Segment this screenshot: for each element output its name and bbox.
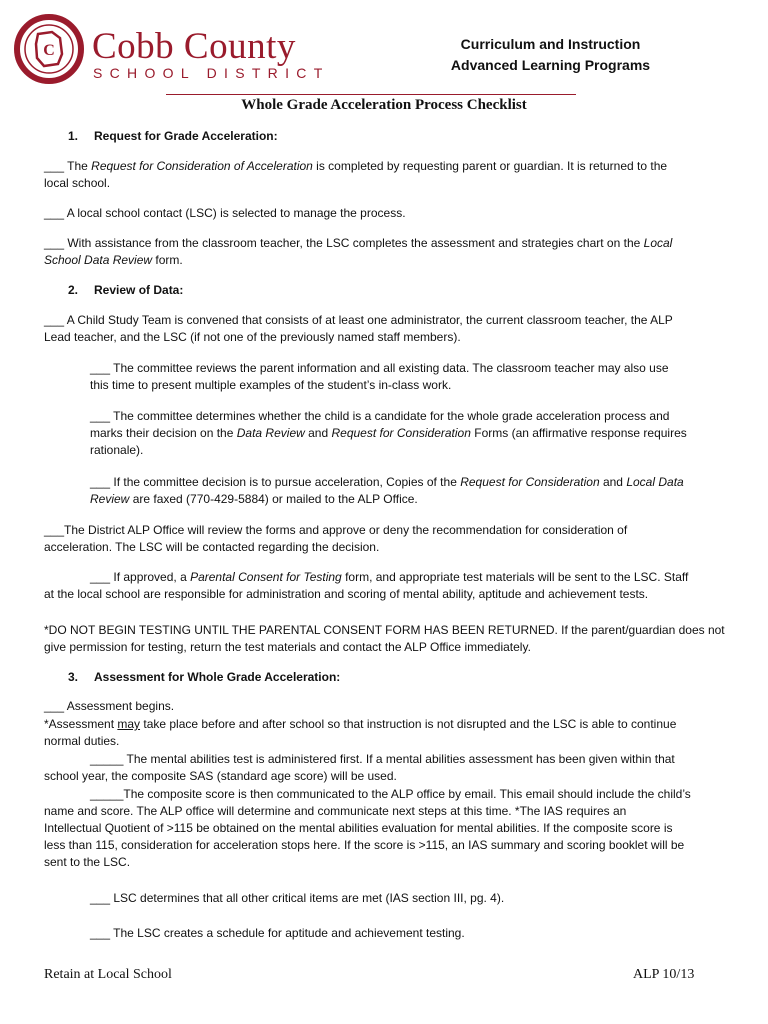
assessment-note-cont: normal duties. xyxy=(44,734,120,748)
checklist-subitem-cont: school year, the composite SAS (standard age score) will be used. xyxy=(44,769,397,783)
footer-form-code: ALP 10/13 xyxy=(633,967,695,982)
checklist-subitem: ___ The LSC creates a schedule for aptitude and achievement testing. xyxy=(90,926,465,940)
checklist-subitem: ___ LSC determines that all other critical items are met (IAS section III, pg. 4). xyxy=(90,891,505,905)
checklist-subitem: ___ The committee reviews the parent information and all existing data. The classroom teacher may also use xyxy=(90,361,669,375)
checklist-subitem: _____ The mental abilities test is administered first. If a mental abilities assessment has been given within that xyxy=(90,752,675,766)
checklist-item-cont: at the local school are responsible for administration and scoring of mental ability, aptitude and achievement tests. xyxy=(44,587,649,601)
checklist-subitem-cont: rationale). xyxy=(90,443,144,457)
department-block xyxy=(438,34,663,76)
header-divider xyxy=(166,94,576,95)
section-heading-1: 1. Request for Grade Acceleration: xyxy=(68,129,278,143)
footer-retain-note: Retain at Local School xyxy=(44,967,172,982)
checklist-subitem-cont: less than 115, consideration for acceleration stops here. If the score is >115, an IAS summary and scoring booklet will be xyxy=(44,838,685,852)
brand-name: Cobb County xyxy=(92,26,296,67)
checklist-subitem: ___ The committee determines whether the child is a candidate for the whole grade acceleration process and xyxy=(90,409,670,423)
department-line-2: Advanced Learning Programs xyxy=(450,57,651,73)
section-heading-3: 3. Assessment for Whole Grade Acceleration: xyxy=(68,670,341,684)
section-heading-2: 2. Review of Data: xyxy=(68,283,184,297)
checklist-item: ___ With assistance from the classroom teacher, the LSC completes the assessment and strategies chart on the Local xyxy=(44,236,673,250)
checklist-item-cont: acceleration. The LSC will be contacted regarding the decision. xyxy=(44,540,380,554)
checklist-subitem: ___ If the committee decision is to pursue acceleration, Copies of the Request for Consideration and Local Data xyxy=(90,475,684,489)
checklist-item-cont: School Data Review form. xyxy=(44,253,183,267)
checklist-item: ___ A local school contact (LSC) is selected to manage the process. xyxy=(44,206,406,220)
checklist-subitem-cont: Intellectual Quotient of >115 be obtained on the mental abilities evaluation for mental abilities. If the composite score is xyxy=(44,821,673,835)
testing-warning-note-cont: give permission for testing, return the test materials and contact the ALP Office immediately. xyxy=(44,640,531,654)
checklist-item: ___ Assessment begins. xyxy=(44,699,175,713)
checklist-item-cont: Lead teacher, and the LSC (if not one of the previously named staff members). xyxy=(44,330,461,344)
checklist-subitem: _____The composite score is then communicated to the ALP office by email. This email should include the child’s xyxy=(90,787,691,801)
checklist-subitem-cont: Review are faxed (770-429-5884) or mailed to the ALP Office. xyxy=(90,492,418,506)
checklist-item-cont: local school. xyxy=(44,176,111,190)
checklist-subitem-cont: this time to present multiple examples of the student’s in-class work. xyxy=(90,378,452,392)
checklist-subitem-cont: sent to the LSC. xyxy=(44,855,131,869)
brand-subtitle: SCHOOL DISTRICT xyxy=(93,65,330,81)
checklist-subitem: ___ If approved, a Parental Consent for Testing form, and appropriate test materials will be sent to the LSC. Staff xyxy=(90,570,689,584)
checklist-subitem-cont: name and score. The ALP office will determine and communicate next steps at this time. *The IAS requires an xyxy=(44,804,627,818)
logo-letter: C xyxy=(43,42,55,59)
cobb-county-logo xyxy=(14,14,84,84)
document-title: Whole Grade Acceleration Process Checklist xyxy=(241,97,527,113)
checklist-item: ___ The Request for Consideration of Acceleration is completed by requesting parent or guardian. It is returned to the xyxy=(44,159,668,173)
assessment-note: *Assessment may take place before and after school so that instruction is not disrupted and the LSC is able to continue xyxy=(44,717,677,731)
checklist-item: ___ A Child Study Team is convened that consists of at least one administrator, the current classroom teacher, the ALP xyxy=(44,313,673,327)
checklist-item: ___The District ALP Office will review the forms and approve or deny the recommendation for consideration of xyxy=(44,523,628,537)
department-line-1: Curriculum and Instruction xyxy=(460,36,641,52)
checklist-subitem-cont: marks their decision on the Data Review and Request for Consideration Forms (an affirmative response requires xyxy=(90,426,687,440)
testing-warning-note: *DO NOT BEGIN TESTING UNTIL THE PARENTAL CONSENT FORM HAS BEEN RETURNED. If the parent/guardian does not xyxy=(44,623,725,637)
